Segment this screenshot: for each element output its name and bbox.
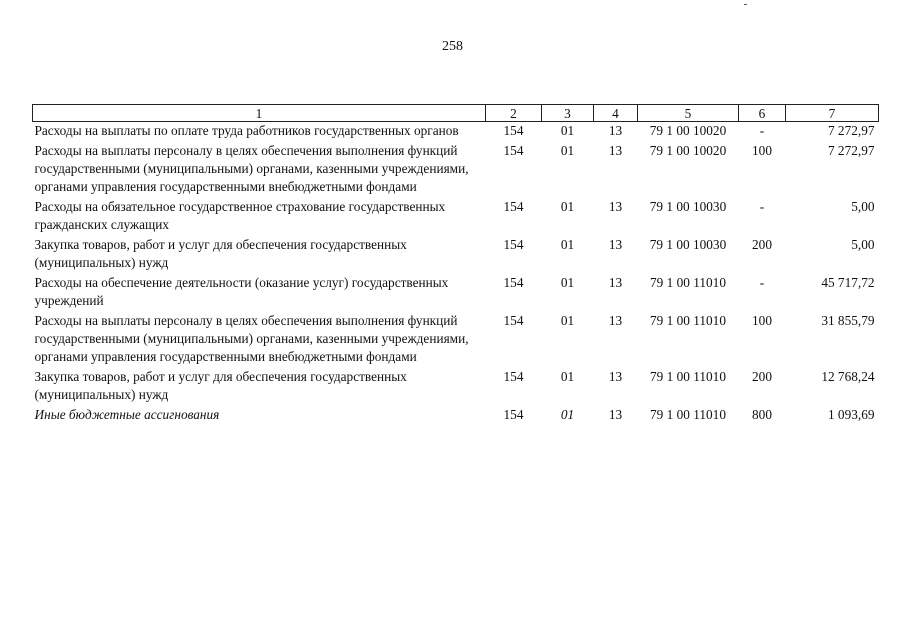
row-subsection: 13 [608, 123, 623, 138]
row-description: Расходы на выплаты по оплате труда работников государственных органов [34, 123, 459, 138]
row-subsection: 13 [608, 275, 623, 290]
row-expense-type: 100 [752, 313, 772, 328]
row-code-ministry: 154 [503, 275, 524, 290]
table-row [33, 236, 879, 274]
row-amount: 7 272,97 [827, 123, 875, 138]
column-header-4: 4 [594, 105, 638, 122]
row-code-ministry: 154 [503, 143, 524, 158]
table-row [33, 142, 879, 198]
row-target-article: 79 1 00 11010 [650, 369, 726, 384]
row-amount: 31 855,79 [821, 313, 875, 328]
column-header-3: 3 [542, 105, 594, 122]
row-target-article: 79 1 00 11010 [650, 313, 726, 328]
row-code-ministry: 154 [503, 369, 524, 384]
row-section: 01 [560, 313, 575, 328]
row-code-ministry: 154 [503, 237, 524, 252]
column-header-5: 5 [638, 105, 739, 122]
row-section: 01 [560, 143, 575, 158]
row-expense-type: 100 [752, 143, 772, 158]
row-expense-type: 200 [752, 369, 772, 384]
column-header-7: 7 [786, 105, 879, 122]
row-subsection: 13 [608, 313, 623, 328]
row-code-ministry: 154 [503, 313, 524, 328]
row-target-article: 79 1 00 11010 [650, 407, 726, 422]
row-amount: 5,00 [851, 237, 875, 252]
table-row [33, 312, 879, 368]
row-target-article: 79 1 00 10020 [649, 143, 727, 158]
row-description: Закупка товаров, работ и услуг для обеспечения государственных (муниципальных) нужд [34, 237, 407, 270]
row-target-article: 79 1 00 10030 [649, 199, 727, 214]
row-subsection: 13 [608, 199, 623, 214]
row-subsection: 13 [608, 369, 623, 384]
row-section: 01 [560, 123, 575, 138]
row-subsection: 13 [608, 143, 623, 158]
column-header-2: 2 [486, 105, 542, 122]
row-subsection: 13 [608, 407, 623, 422]
row-expense-type: - [759, 275, 765, 290]
row-description: Расходы на выплаты персоналу в целях обеспечения выполнения функций государственными (муниципальными) органами, казенными учреждениями, органами управления государственными внебюджетными фондами [34, 143, 469, 194]
row-description: Иные бюджетные ассигнования [34, 407, 220, 422]
row-code-ministry: 154 [503, 123, 524, 138]
row-target-article: 79 1 00 10030 [649, 237, 727, 252]
row-section: 01 [560, 199, 575, 214]
page-number: 258 [442, 39, 463, 54]
row-amount: 12 768,24 [821, 369, 875, 384]
row-expense-type: 200 [752, 237, 772, 252]
row-expense-type: - [759, 199, 765, 214]
row-code-ministry: 154 [503, 407, 524, 422]
column-header-1: 1 [33, 105, 486, 122]
row-target-article: 79 1 00 11010 [650, 275, 726, 290]
budget-table [32, 104, 879, 426]
table-row [33, 406, 879, 426]
row-description: Расходы на обеспечение деятельности (оказание услуг) государственных учреждений [34, 275, 449, 308]
row-expense-type: - [759, 123, 765, 138]
row-section: 01 [560, 275, 575, 290]
row-subsection: 13 [608, 237, 623, 252]
table-row [33, 122, 879, 143]
row-section: 01 [560, 237, 575, 252]
column-header-6: 6 [739, 105, 786, 122]
row-amount: 45 717,72 [821, 275, 875, 290]
scan-mark [744, 4, 747, 5]
table-row [33, 274, 879, 312]
row-description: Закупка товаров, работ и услуг для обеспечения государственных (муниципальных) нужд [34, 369, 407, 402]
header-row [33, 105, 879, 122]
row-amount: 1 093,69 [827, 407, 875, 422]
table-row [33, 368, 879, 406]
row-expense-type: 800 [752, 407, 772, 422]
row-amount: 5,00 [851, 199, 875, 214]
row-section: 01 [560, 407, 575, 422]
row-amount: 7 272,97 [827, 143, 875, 158]
row-description: Расходы на обязательное государственное страхование государственных гражданских служащих [34, 199, 446, 232]
row-description: Расходы на выплаты персоналу в целях обеспечения выполнения функций государственными (муниципальными) органами, казенными учреждениями, органами управления государственными внебюджетными фондами [34, 313, 469, 364]
row-section: 01 [560, 369, 575, 384]
row-target-article: 79 1 00 10020 [649, 123, 727, 138]
row-code-ministry: 154 [503, 199, 524, 214]
table-row [33, 198, 879, 236]
